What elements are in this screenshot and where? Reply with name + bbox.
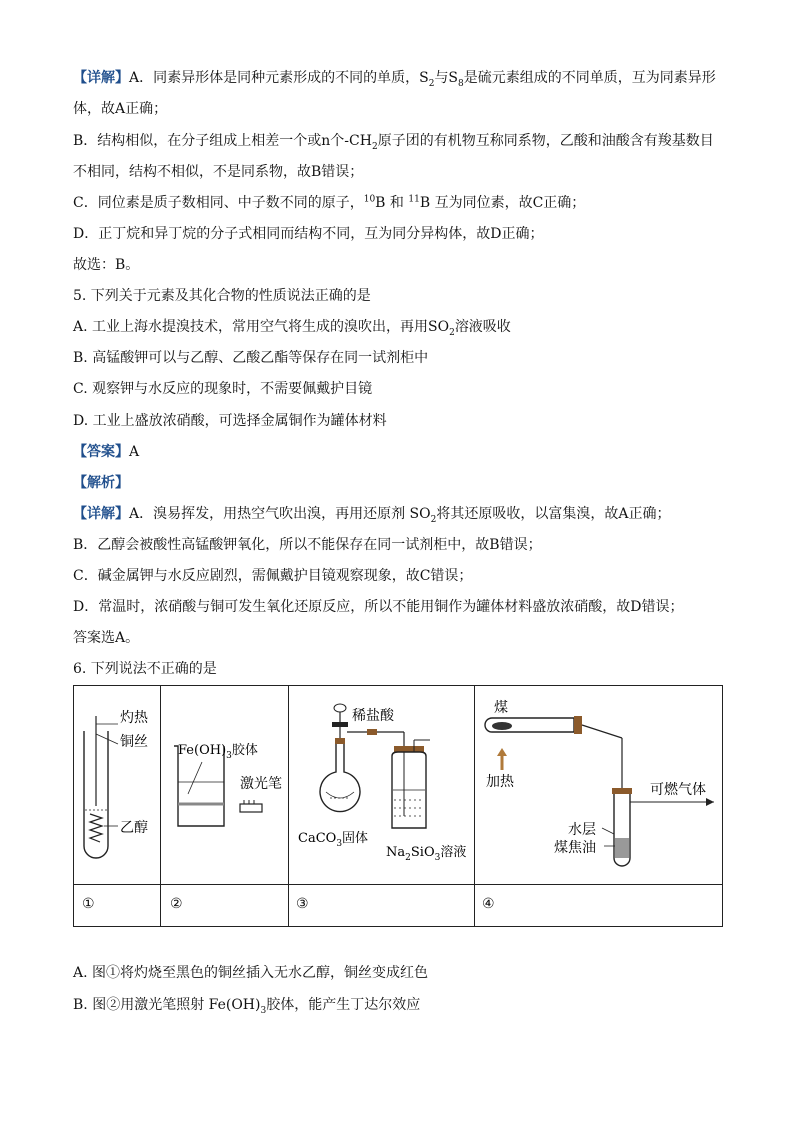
q5-option-a	[73, 317, 511, 337]
text: 溶液吸收	[454, 319, 511, 335]
label-water-layer: 水层	[568, 822, 596, 838]
figure-2-beaker	[174, 742, 282, 826]
q5-detail-c: C．碱金属钾与水反应剧烈，需佩戴护目镜观察现象，故C错误；	[73, 568, 473, 584]
text: 是硫元素组成的不同单质，互为同素异形	[463, 70, 716, 86]
text: A．溴易挥发，用热空气吹出溴，再用还原剂 SO	[129, 506, 431, 522]
figure-table	[73, 685, 723, 927]
label-copper-wire: 铜丝	[120, 734, 148, 750]
subscript: 2	[371, 141, 378, 152]
text: 原子团的有机物互称同系物，乙酸和油酸含有羧基数目	[377, 133, 714, 149]
q6-stem: 6. 下列说法不正确的是	[73, 661, 217, 677]
figure-3-gas-generator	[298, 704, 466, 863]
subscript: 2	[449, 327, 455, 338]
figure-4-coal-distillation	[485, 699, 714, 866]
q6-option-b	[73, 995, 420, 1015]
text: B 互为同位素，故C正确；	[419, 195, 586, 211]
q4-detail-c	[73, 193, 585, 213]
answer-value: A	[129, 444, 140, 460]
q4-detail-b-cont: 不相同，结构不相似，不是同系物，故B错误；	[73, 164, 364, 180]
label-na2sio3: $Na_2SiO_3$溶液	[386, 845, 467, 863]
label-dilute-hcl: 稀盐酸	[352, 708, 394, 724]
q4-detail-a-cont: 体，故A正确；	[73, 101, 168, 117]
q5-option-d: D. 工业上盛放浓硝酸，可选择金属铜作为罐体材料	[73, 413, 387, 429]
q5-detail-b: B．乙醇会被酸性高锰酸钾氧化，所以不能保存在同一试剂柜中，故B错误；	[73, 537, 542, 553]
text: 胶体，能产生丁达尔效应	[266, 997, 421, 1013]
cell-number-1: ①	[82, 896, 95, 912]
q5-detail-a	[73, 504, 670, 524]
text: B．结构相似，在分子组成上相差一个或n个-CH	[73, 133, 372, 149]
cell-number-2: ②	[170, 896, 183, 912]
q5-analysis-tag	[73, 473, 129, 493]
label-caco3: CaCO$_3$固体	[298, 831, 369, 849]
text: C．同位素是质子数相同、中子数不同的原子，	[73, 195, 364, 211]
label-flammable-gas: 可燃气体	[650, 782, 706, 798]
q5-stem: 5. 下列关于元素及其化合物的性质说法正确的是	[73, 288, 371, 304]
q4-conclusion: 故选：B。	[73, 257, 140, 273]
cell-number-4: ④	[482, 896, 495, 912]
text: B 和	[375, 195, 409, 211]
q5-answer	[73, 442, 139, 462]
label-hot: 灼热	[120, 710, 148, 726]
label-coal: 煤	[494, 700, 508, 716]
q5-option-c: C. 观察钾与水反应的现象时，不需要佩戴护目镜	[73, 381, 373, 397]
q4-detail-a	[73, 68, 716, 88]
label-ethanol: 乙醇	[120, 820, 148, 836]
subscript: 2	[428, 78, 435, 89]
subscript: 2	[430, 514, 437, 525]
q4-detail-b	[73, 131, 714, 151]
q4-detail-d: D．正丁烷和异丁烷的分子式相同而结构不同，互为同分异构体，故D正确；	[73, 226, 544, 242]
figure-1-test-tube	[84, 709, 149, 858]
subscript: 3	[260, 1005, 267, 1016]
q5-conclusion: 答案选A。	[73, 630, 140, 646]
analysis-tag: 【解析】	[73, 475, 129, 491]
superscript: 10	[363, 194, 376, 205]
superscript: 11	[408, 194, 420, 205]
apparatus-diagrams	[74, 686, 722, 884]
text: B. 图②用激光笔照射 Fe(OH)	[73, 997, 261, 1013]
answer-tag: 【答案】	[73, 444, 129, 460]
q5-option-b: B. 高锰酸钾可以与乙醇、乙酸乙酯等保存在同一试剂柜中	[73, 350, 429, 366]
detail-tag: 【详解】	[73, 506, 129, 522]
label-fe-oh3: $Fe(OH)_3$胶体	[178, 743, 258, 761]
label-coal-tar: 煤焦油	[554, 840, 596, 856]
text: 将其还原吸收，以富集溴，故A正确；	[436, 506, 671, 522]
cell-number-3: ③	[296, 896, 309, 912]
label-heat: 加热	[486, 774, 514, 790]
q6-option-a: A. 图①将灼烧至黑色的铜丝插入无水乙醇，铜丝变成红色	[73, 965, 429, 981]
subscript: 8	[458, 78, 464, 89]
text: 与S	[434, 70, 459, 86]
text: A．同素异形体是同种元素形成的不同的单质，S	[129, 70, 429, 86]
q5-detail-d: D．常温时，浓硝酸与铜可发生氧化还原反应，所以不能用铜作为罐体材料盛放浓硝酸，故D错误；	[73, 599, 684, 615]
label-laser-pen: 激光笔	[240, 776, 282, 792]
detail-tag: 【详解】	[73, 70, 129, 86]
divider	[74, 884, 722, 885]
text: A. 工业上海水提溴技术，常用空气将生成的溴吹出，再用SO	[73, 319, 450, 335]
